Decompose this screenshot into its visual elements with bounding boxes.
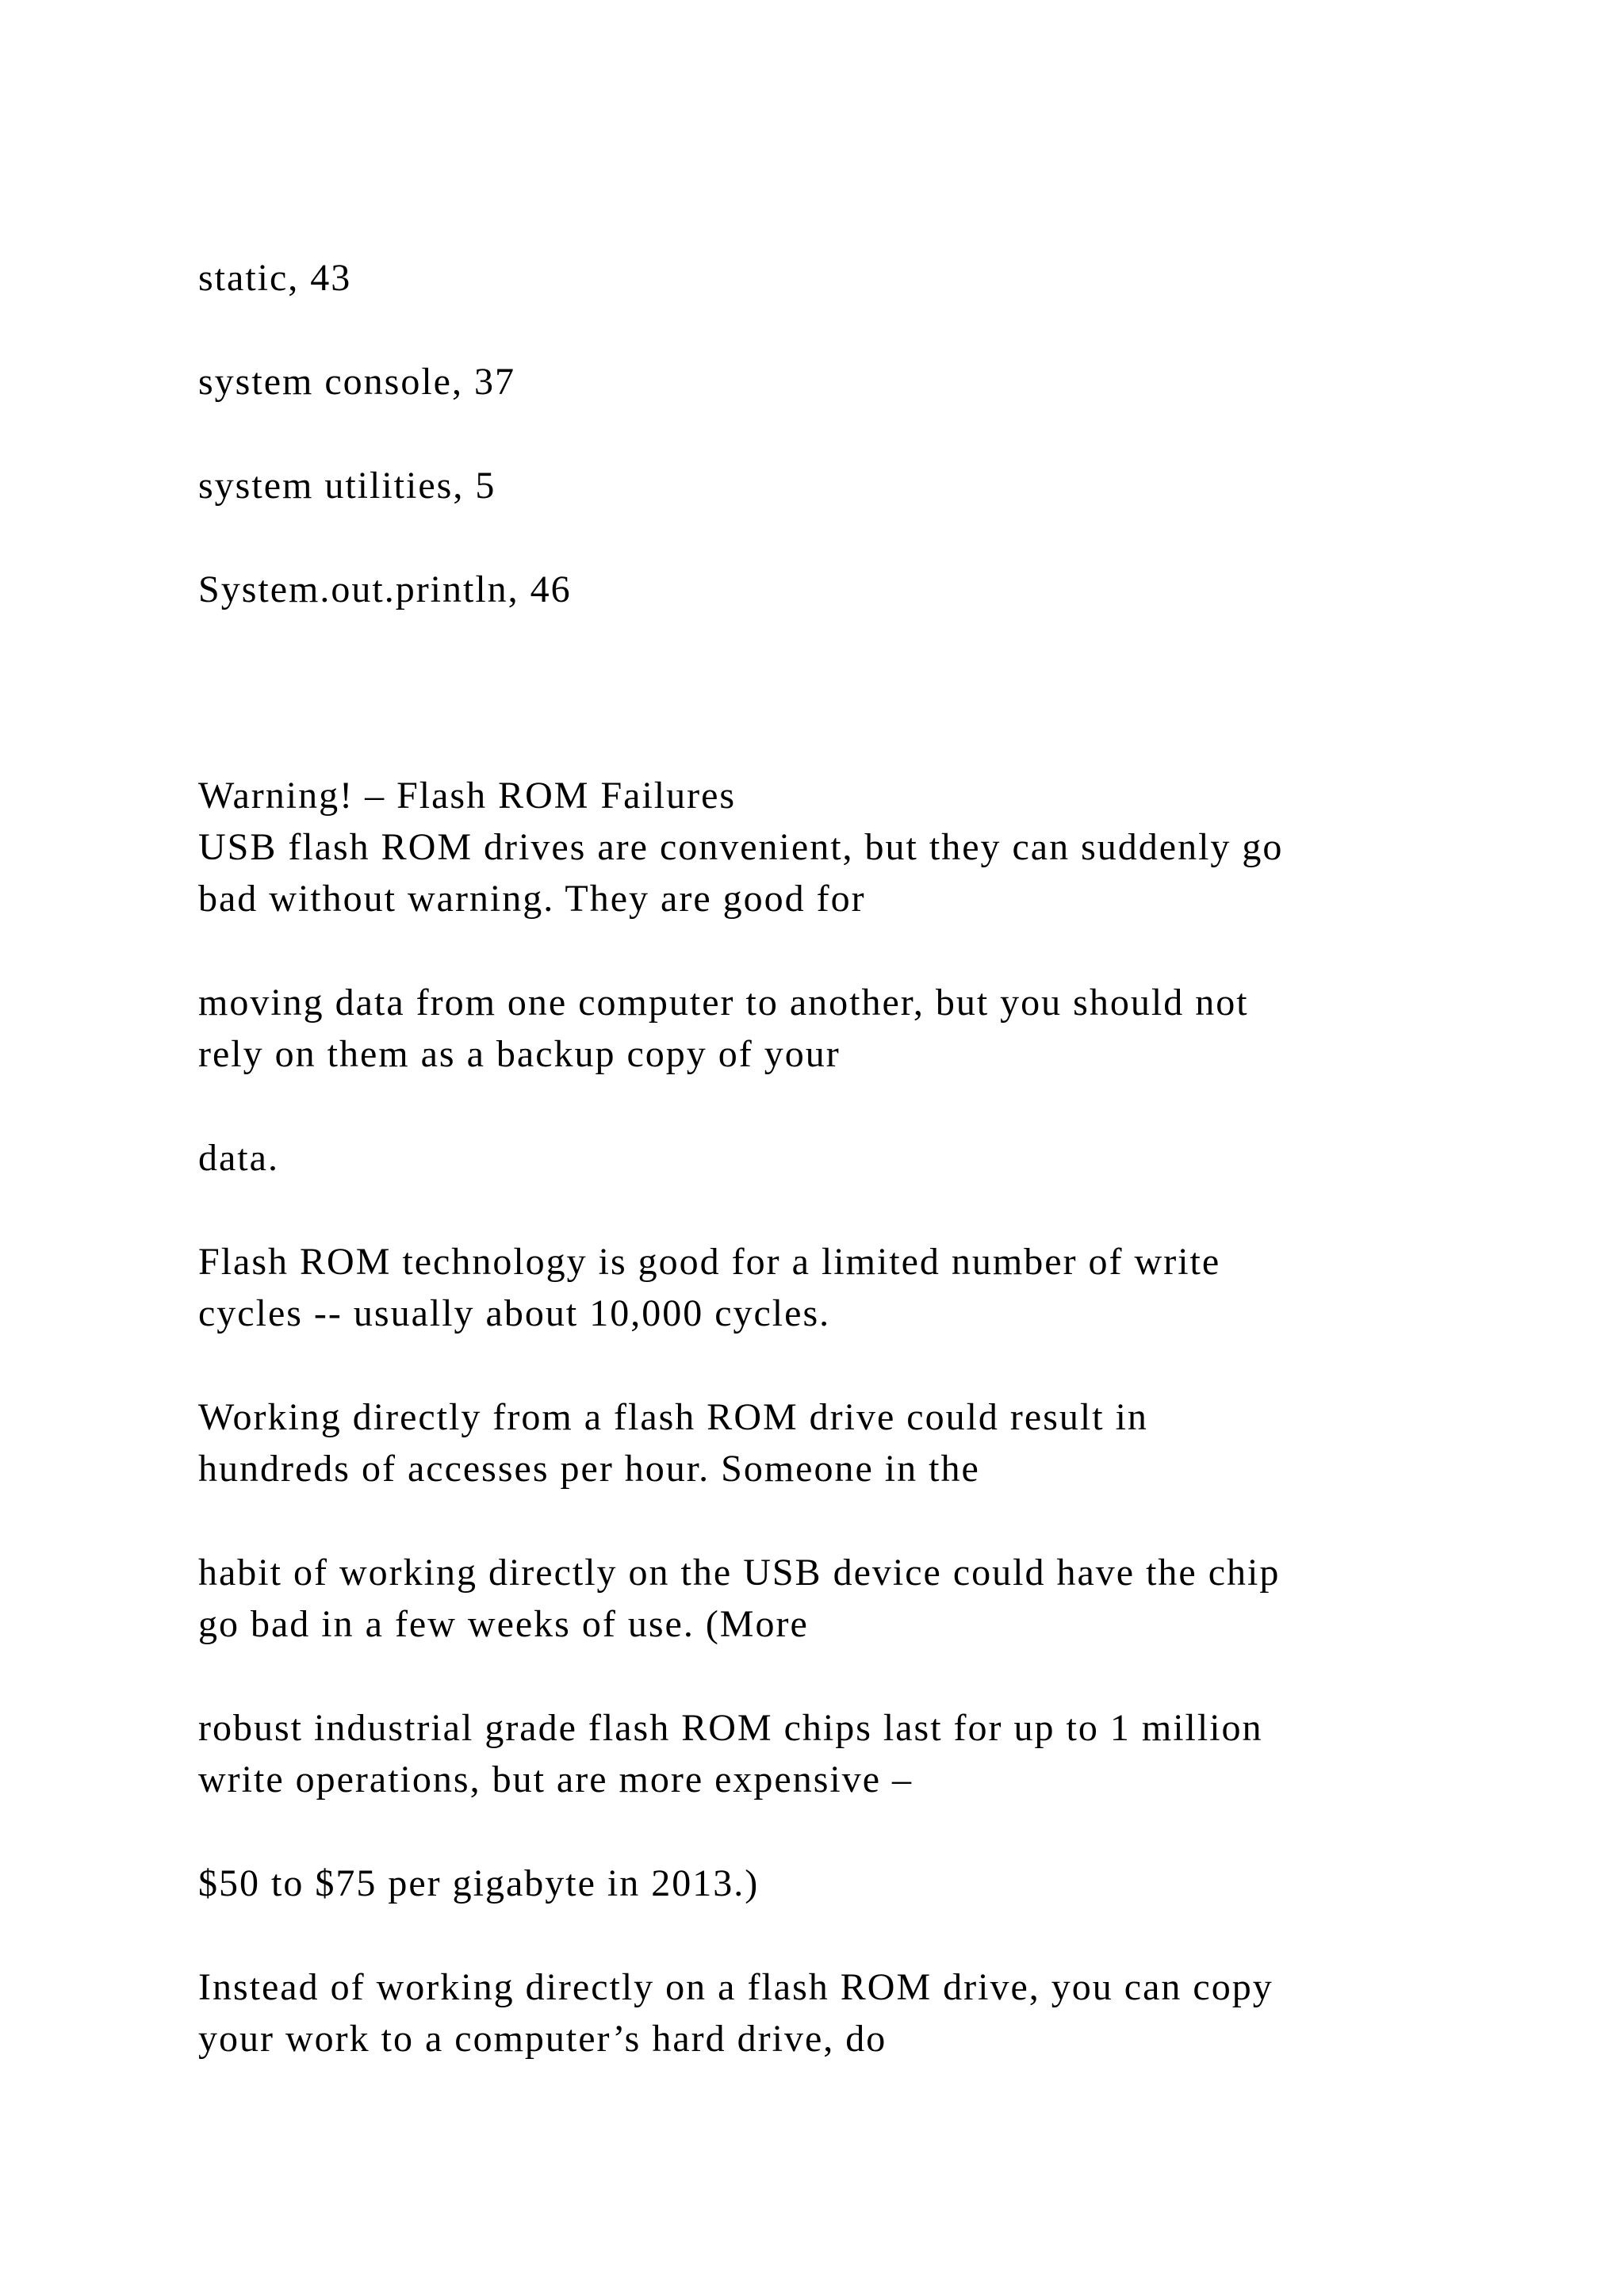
warning-line: USB flash ROM drives are convenient, but they can suddenly go bbox=[198, 826, 1284, 868]
warning-line: bad without warning. They are good for bbox=[198, 878, 866, 920]
warning-line: cycles -- usually about 10,000 cycles. bbox=[198, 1292, 831, 1334]
warning-line: moving data from one computer to another, but you should not bbox=[198, 982, 1249, 1024]
warning-line: Flash ROM technology is good for a limited number of write bbox=[198, 1241, 1221, 1283]
warning-line: your work to a computer’s hard drive, do bbox=[198, 2018, 887, 2060]
warning-line: data. bbox=[198, 1137, 279, 1179]
index-entry-system-utilities: system utilities, 5 bbox=[198, 465, 496, 507]
warning-line: $50 to $75 per gigabyte in 2013.) bbox=[198, 1862, 760, 1904]
warning-line: habit of working directly on the USB device could have the chip bbox=[198, 1552, 1281, 1594]
warning-line: Working directly from a flash ROM drive could result in bbox=[198, 1396, 1148, 1438]
warning-line: go bad in a few weeks of use. (More bbox=[198, 1603, 809, 1645]
index-entry-system-console: system console, 37 bbox=[198, 361, 515, 403]
warning-line: robust industrial grade flash ROM chips last for up to 1 million bbox=[198, 1707, 1263, 1749]
warning-line: hundreds of accesses per hour. Someone in the bbox=[198, 1448, 980, 1490]
index-entry-system-out-println: System.out.println, 46 bbox=[198, 568, 572, 610]
warning-heading: Warning! – Flash ROM Failures bbox=[198, 775, 737, 817]
warning-line: rely on them as a backup copy of your bbox=[198, 1033, 841, 1075]
index-entry-static: static, 43 bbox=[198, 257, 352, 299]
warning-line: Instead of working directly on a flash ROM drive, you can copy bbox=[198, 1966, 1274, 2008]
warning-line: write operations, but are more expensive – bbox=[198, 1758, 914, 1800]
